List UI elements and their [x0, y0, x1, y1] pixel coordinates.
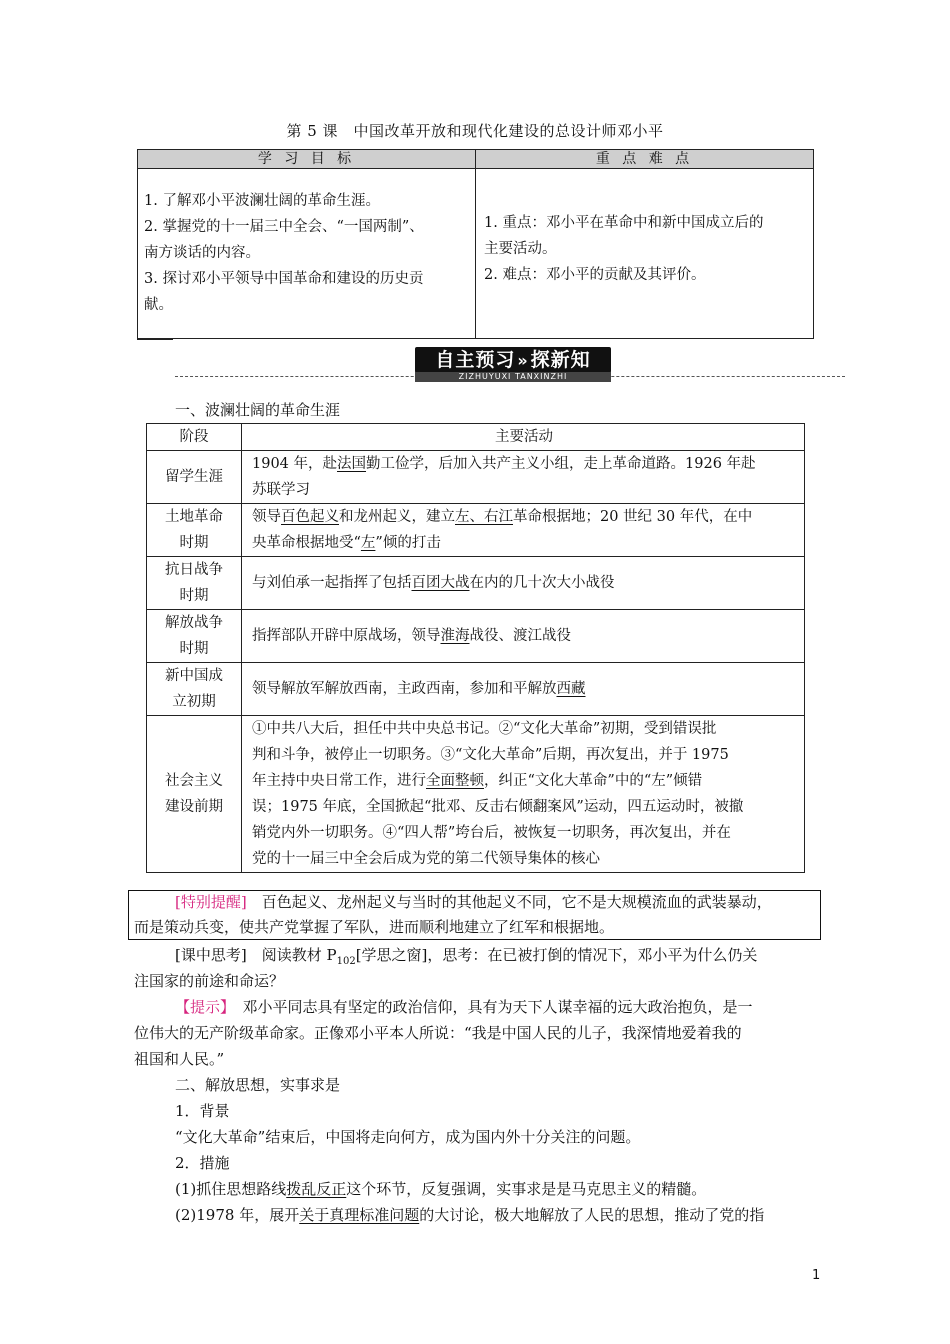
- table-row: [147, 451, 805, 504]
- activity-text: 和龙州起义，建立: [339, 509, 455, 525]
- key-point-line: 1. 重点：邓小平在革命中和新中国成立后的: [484, 215, 764, 231]
- activity-text: ①中共八大后，担任中共中央总书记。②“文化大革命”初期，受到错误批: [252, 721, 717, 737]
- thinking-line-2: 注国家的前途和命运？: [134, 972, 285, 990]
- underlined-keyword: 淮海: [440, 628, 470, 644]
- activity-text: 党的十一届三中全会后成为党的第二代领导集体的核心: [252, 851, 600, 867]
- activity-text: 央革命根据地受“: [252, 535, 361, 551]
- activity-text: 勤工俭学，后加入共产主义小组，走上革命道路。1926 年赴: [366, 456, 756, 472]
- underlined-keyword: 百团大战: [411, 575, 470, 591]
- stage-text: 时期: [179, 535, 209, 551]
- stage-text: 新中国成: [165, 668, 223, 684]
- table-row: [147, 504, 805, 557]
- stage-text: 时期: [179, 641, 209, 657]
- activity-text: ，纠正“文化大革命”中的“左”倾错: [484, 773, 703, 789]
- measure-2: [175, 1202, 764, 1228]
- measures-heading: 2．措施: [175, 1154, 230, 1172]
- table-row: [147, 663, 805, 716]
- activity-text: 领导解放军解放西南，主政西南，参加和平解放: [252, 681, 557, 697]
- background-text: “文化大革命”结束后，中国将走向何方，成为国内外十分关注的问题。: [175, 1128, 641, 1146]
- goal-line: 1. 了解邓小平波澜壮阔的革命生涯。: [144, 193, 380, 209]
- underlined-keyword: 西藏: [556, 681, 586, 697]
- stage-cell: [147, 451, 242, 504]
- activity-text: 1904 年，赴: [252, 456, 338, 472]
- stage-cell: [147, 663, 242, 716]
- activity-text: 苏联学习: [252, 482, 310, 498]
- section-heading-2: 二、解放思想，实事求是: [175, 1076, 341, 1094]
- measure-2-text-a: (2)1978 年，展开: [175, 1206, 300, 1224]
- measure-1-text-a: (1)抓住思想路线: [175, 1180, 287, 1198]
- goal-line: 2. 掌握党的十一届三中全会、“一国两制”、: [144, 219, 424, 235]
- goal-line: 3. 探讨邓小平领导中国革命和建设的历史贡: [144, 271, 424, 287]
- hint-text: 邓小平同志具有坚定的政治信仰，具有为天下人谋幸福的远大政治抱负，是一: [227, 998, 753, 1016]
- activity-text: 与刘伯承一起指挥了包括: [252, 575, 412, 591]
- stage-text: 抗日战争: [165, 562, 223, 578]
- measure-1: [175, 1176, 706, 1202]
- activity-cell: [242, 451, 805, 504]
- table-underline: [137, 339, 173, 340]
- key-point-line: 主要活动。: [484, 241, 557, 257]
- measure-2-text-b: 的大讨论，极大地解放了人民的思想，推动了党的指: [419, 1206, 765, 1224]
- hint-label: 【提示】: [175, 998, 228, 1016]
- stage-text: 时期: [179, 588, 209, 604]
- activity-text: 判和斗争，被停止一切职务。③“文化大革命”后期，再次复出，并于 1975: [252, 747, 729, 763]
- activities-table: [146, 423, 805, 873]
- header-activity: 主要活动: [242, 424, 805, 451]
- stage-cell: [147, 557, 242, 610]
- stage-text: 留学生涯: [165, 469, 223, 485]
- stage-text: 立初期: [172, 694, 216, 710]
- stage-text: 社会主义: [165, 773, 223, 789]
- section-heading-1: 一、波澜壮阔的革命生涯: [175, 401, 341, 419]
- activity-cell: [242, 716, 805, 873]
- key-points-cell: [484, 210, 809, 288]
- stage-cell: [147, 610, 242, 663]
- header-key-points: 重 点 难 点: [595, 151, 694, 167]
- stage-cell: [147, 716, 242, 873]
- background-heading: 1．背景: [175, 1102, 230, 1120]
- goal-line: 南方谈话的内容。: [144, 245, 260, 261]
- thinking-label: [课中思考]: [175, 946, 247, 964]
- underlined-keyword: 左、右江: [455, 509, 513, 525]
- banner-title: [415, 347, 611, 374]
- table-divider: [475, 150, 476, 338]
- page-number: 1: [812, 1268, 821, 1283]
- thinking-text-b: [学思之窗]，思考：在已被打倒的情况下，邓小平为什么仍关: [355, 946, 758, 964]
- activity-cell: [242, 504, 805, 557]
- learning-goals-cell: [144, 188, 469, 318]
- banner-subtitle: ZIZHUYUXI TANXINZHI: [415, 372, 611, 382]
- measure-2-underlined: 关于真理标准问题: [299, 1206, 420, 1224]
- underlined-keyword: 百色起义: [281, 509, 339, 525]
- activity-text: 指挥部队开辟中原战场，领导: [252, 628, 441, 644]
- activity-text: 年主持中央日常工作，进行: [252, 773, 426, 789]
- page-subscript: 102: [336, 956, 356, 967]
- banner-box: [415, 347, 611, 373]
- special-tip-line-2: 而是策动兵变，使共产党掌握了军队，进而顺利地建立了红军和根据地。: [134, 918, 615, 936]
- table-row: [147, 557, 805, 610]
- page-title: 第 5 课 中国改革开放和现代化建设的总设计师邓小平: [286, 122, 664, 140]
- banner-title-part1: 自主预习: [435, 349, 516, 371]
- stage-text: 土地革命: [165, 509, 223, 525]
- hint-line-2: 位伟大的无产阶级革命家。正像邓小平本人所说：“我是中国人民的儿子，我深情地爱着我的: [134, 1024, 742, 1042]
- activity-text: 在内的几十次大小战役: [469, 575, 615, 591]
- special-tip-text: 百色起义、龙州起义与当时的其他起义不同，它不是大规模流血的武装暴动，: [246, 893, 772, 911]
- underlined-keyword: 全面整顿: [426, 773, 484, 789]
- activity-cell: [242, 663, 805, 716]
- stage-text: 建设前期: [165, 799, 223, 815]
- activity-text: 战役、渡江战役: [469, 628, 571, 644]
- header-learning-goals: 学 习 目 标: [257, 151, 356, 167]
- activity-text: 误；1975 年底，全国掀起“批邓、反击右倾翻案风”运动，四五运动时，被撤: [252, 799, 744, 815]
- stage-cell: [147, 504, 242, 557]
- measure-1-underlined: 拨乱反正: [286, 1180, 347, 1198]
- activity-text: ”倾的打击: [375, 535, 441, 551]
- thinking-text-a: 阅读教材 P: [246, 946, 337, 964]
- underlined-keyword: 法国: [337, 456, 367, 472]
- activity-text: 革命根据地；20 世纪 30 年代，在中: [513, 509, 753, 525]
- special-tip-label: [特别提醒]: [175, 893, 247, 911]
- banner-title-part2: 探新知: [530, 349, 591, 371]
- goal-line: 献。: [144, 297, 173, 313]
- section-banner: [175, 347, 845, 383]
- table-row: [147, 610, 805, 663]
- stage-text: 解放战争: [165, 615, 223, 631]
- underlined-keyword: 左: [360, 535, 376, 551]
- objectives-table: [137, 149, 814, 339]
- special-tip-line-1: [175, 889, 772, 915]
- activity-text: 领导: [252, 509, 281, 525]
- double-arrow-icon: »: [517, 351, 529, 370]
- table-row: [147, 716, 805, 873]
- table-header-row: [147, 424, 805, 451]
- measure-1-text-b: 这个环节，反复强调，实事求是是马克思主义的精髓。: [346, 1180, 707, 1198]
- activity-text: 销党内外一切职务。④“四人帮”垮台后，被恢复一切职务，再次复出，并在: [252, 825, 731, 841]
- activity-cell: [242, 557, 805, 610]
- header-stage: 阶段: [147, 424, 242, 451]
- key-point-line: 2. 难点：邓小平的贡献及其评价。: [484, 267, 706, 283]
- activity-cell: [242, 610, 805, 663]
- hint-line-1: [175, 994, 753, 1020]
- hint-line-3: 祖国和人民。”: [134, 1050, 225, 1068]
